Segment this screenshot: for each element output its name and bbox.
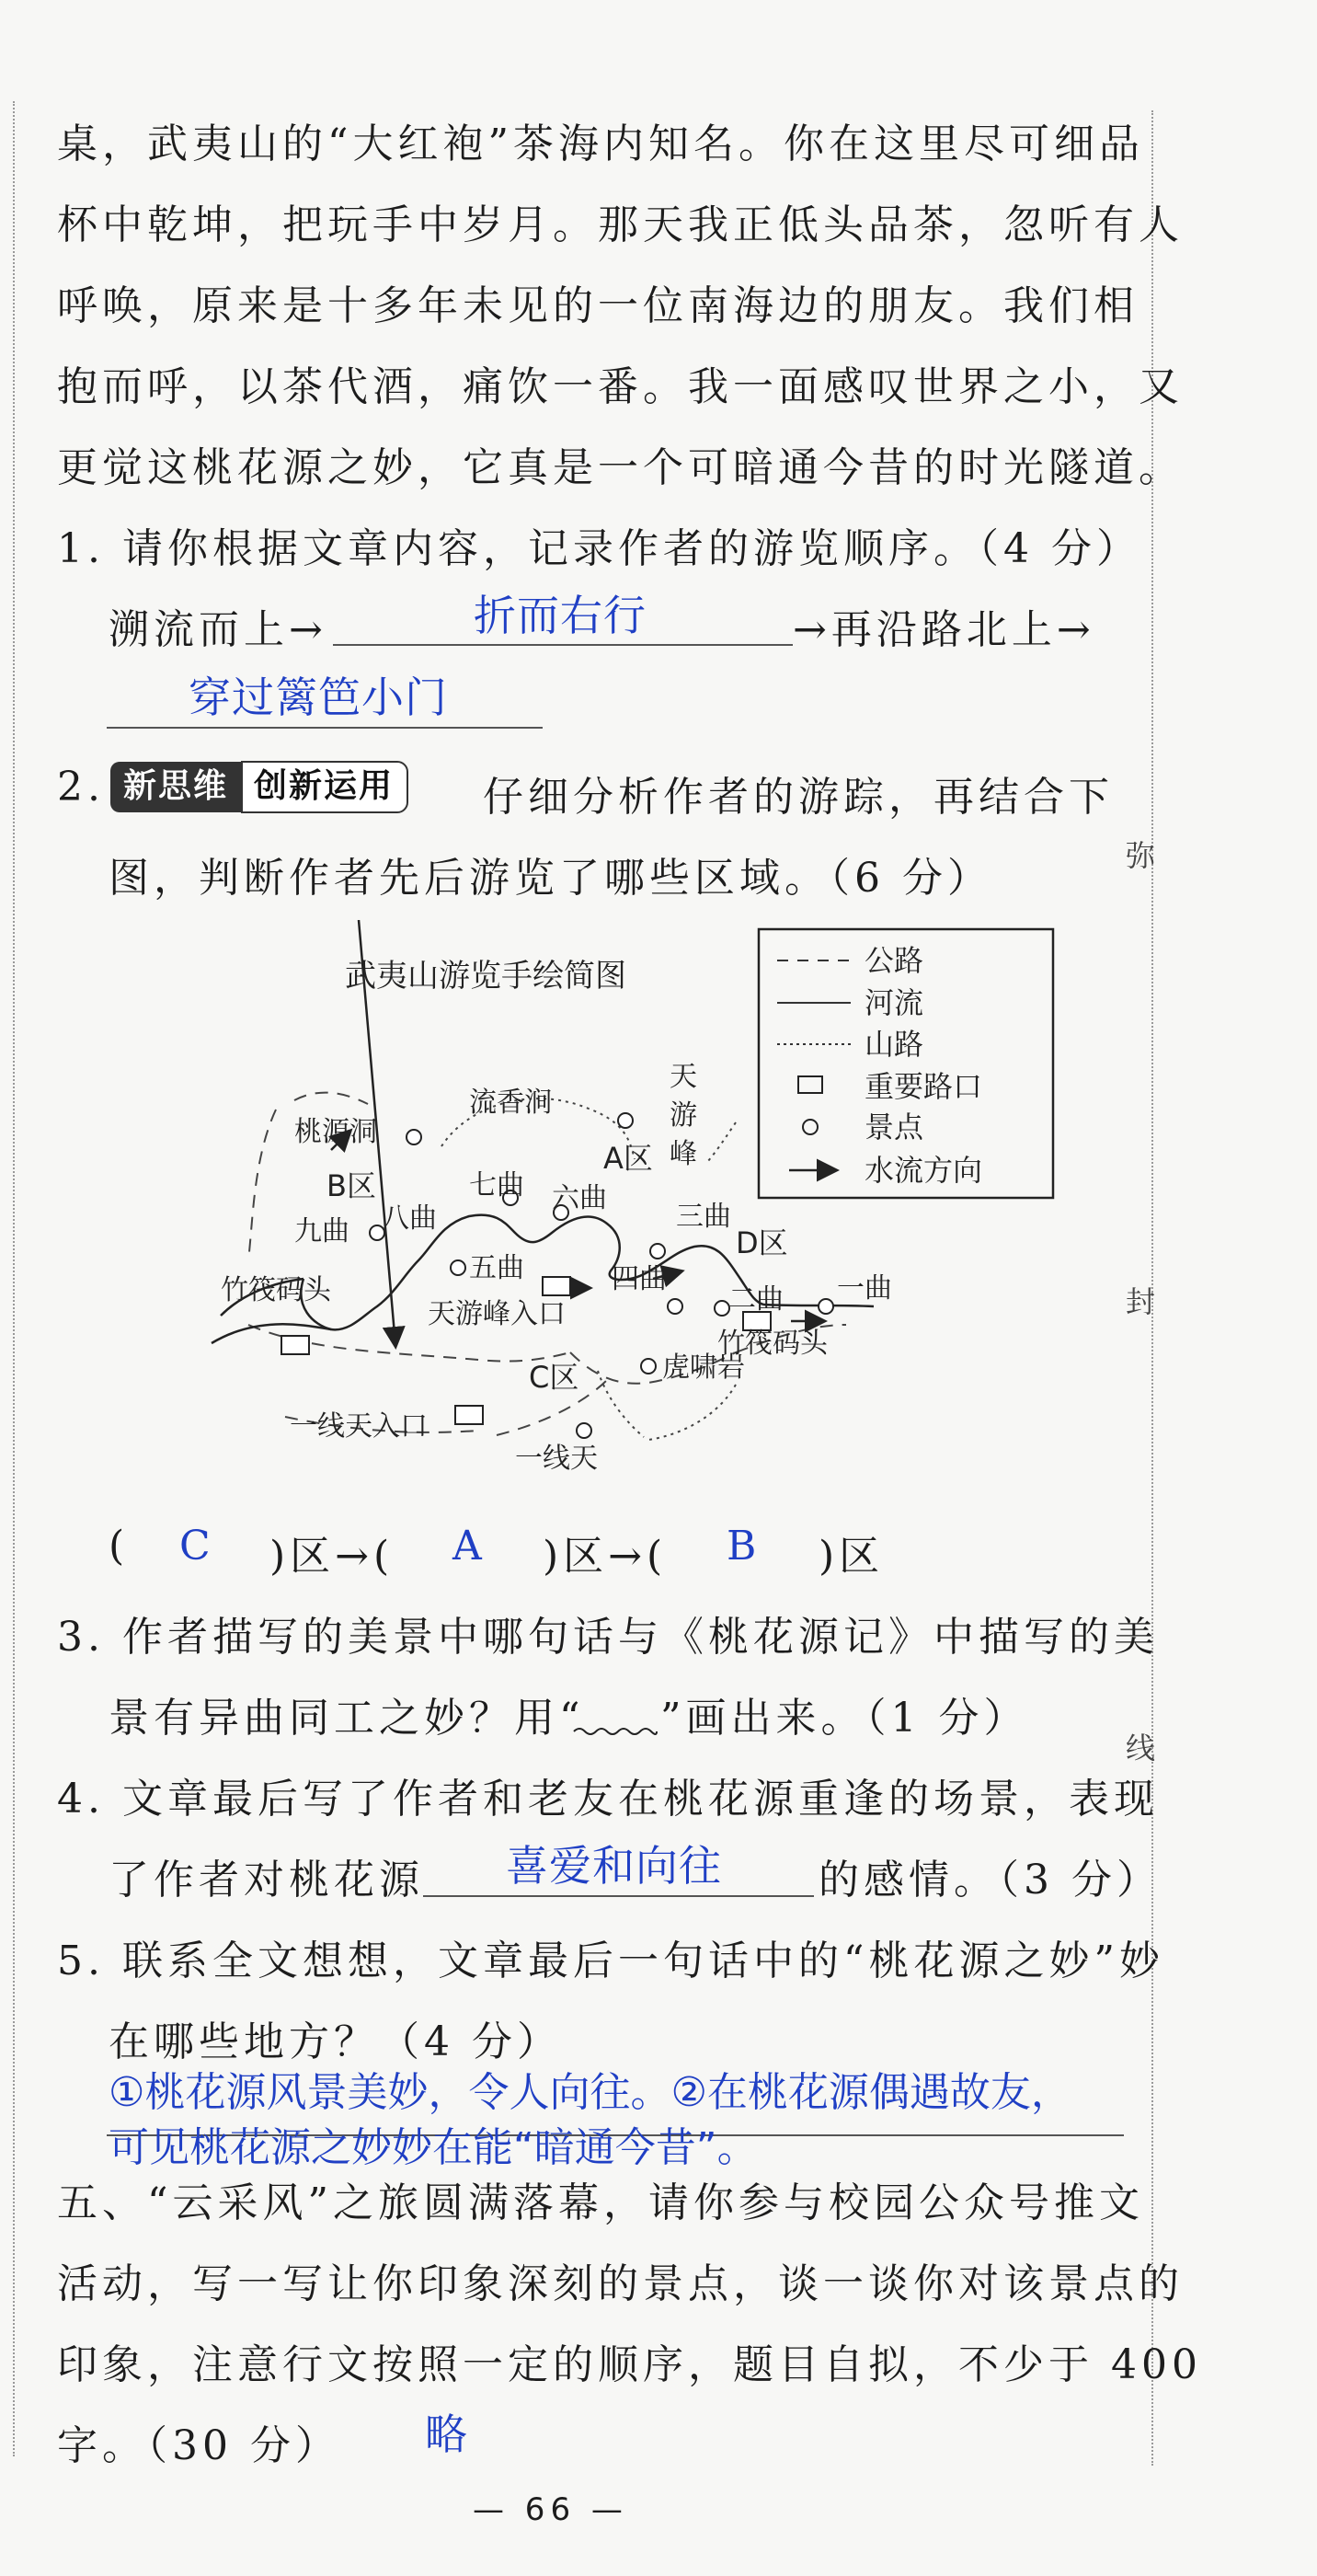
q2-badge [110, 760, 408, 807]
label-erqu: 二曲 [728, 1283, 784, 1316]
label-zhufamatou-left: 竹筏码头 [221, 1274, 331, 1306]
passage-line-4: 抱而呼，以茶代酒，痛饮一番。我一面感叹世界之小，又 [57, 363, 1184, 410]
q2-answer-3: B [727, 1523, 762, 1570]
q4-line-2a: 了作者对桃花源 [109, 1857, 424, 1903]
map-title: 武夷山游览手绘简图 [345, 958, 626, 995]
section5-line-1: 五、“云采风”之旅圆满落幕，请你参与校园公众号推文 [57, 2179, 1144, 2226]
legend-highway: 公路 [865, 943, 924, 978]
q4-blank [423, 1895, 814, 1897]
q3-line-2a: 景有异曲同工之妙？用“ [109, 1695, 585, 1742]
q2-sep-1: )区→( [269, 1533, 395, 1580]
q2-paren-open: ( [109, 1523, 130, 1570]
q5-answer-1: ①桃花源风景美妙，令人向往。②在桃花源偶遇故友， [109, 2069, 1071, 2116]
legend-mountain-road: 山路 [865, 1027, 924, 1062]
legend-scenic: 景点 [865, 1110, 924, 1144]
label-liuqu: 六曲 [552, 1182, 607, 1214]
label-qiqu: 七曲 [469, 1169, 524, 1202]
label-wuqu: 五曲 [469, 1252, 524, 1284]
q2-answer-1: C [179, 1523, 215, 1570]
legend-junction-icon [798, 1076, 822, 1093]
q1-middle: →再沿路北上→ [793, 606, 1095, 653]
wavy-underline-icon [572, 1726, 659, 1737]
label-baqu: 八曲 [382, 1202, 437, 1235]
section5-line-3: 印象，注意行文按照一定的顺序，题目自拟，不少于 400 [57, 2341, 1202, 2388]
wuyishan-map [166, 920, 1076, 1509]
q5-answer-2: 可见桃花源之妙妙在能“暗通今昔”。 [109, 2124, 758, 2171]
label-zone-c: C区 [529, 1360, 579, 1395]
section5-line-4: 字。（30 分） [57, 2422, 340, 2469]
passage-line-5: 更觉这桃花源之妙，它真是一个可暗通今昔的时光隧道。 [57, 444, 1184, 491]
q5-line-1: 5. 联系全文想想，文章最后一句话中的“桃花源之妙”妙 [57, 1938, 1164, 1984]
map-scenic-points [370, 1113, 833, 1438]
label-siqu: 四曲 [612, 1263, 667, 1295]
label-tianyoufeng-1: 天 [670, 1061, 697, 1093]
label-zone-b: B区 [326, 1168, 376, 1203]
legend-flow: 水流方向 [865, 1153, 983, 1188]
label-liuxiangjian: 流香涧 [469, 1087, 552, 1119]
legend-river: 河流 [865, 985, 924, 1020]
label-huxiaoyan: 虎啸岩 [662, 1351, 745, 1384]
page-number: — 66 — [473, 2491, 628, 2528]
label-zhufamatou-right: 竹筏码头 [717, 1328, 828, 1360]
q1-answer-2: 穿过篱笆小门 [189, 673, 448, 722]
q5-line-2: 在哪些地方？（4 分） [109, 2018, 562, 2065]
q3-line-1: 3. 作者描写的美景中哪句话与《桃花源记》中描写的美 [57, 1614, 1159, 1661]
label-jiuqu: 九曲 [294, 1215, 349, 1248]
label-taoyuandong: 桃源洞 [294, 1116, 377, 1148]
label-tianyoufeng-2: 游 [670, 1099, 697, 1132]
q2-stem-1: 仔细分析作者的游踪，再结合下 [483, 774, 1114, 821]
side-mark-mi: 弥 [1126, 838, 1156, 873]
map-labels [221, 1061, 892, 1475]
passage-line-2: 杯中乾坤，把玩手中岁月。那天我正低头品茶，忽听有人 [57, 201, 1184, 248]
label-yiqu: 一曲 [837, 1272, 892, 1305]
q2-answer-2: A [452, 1523, 487, 1570]
section5-line-2: 活动，写一写让你印象深刻的景点，谈一谈你对该景点的 [57, 2260, 1184, 2307]
label-yixiantian: 一线天 [515, 1443, 598, 1475]
q2-sep-2: )区→( [543, 1533, 668, 1580]
section5-answer: 略 [425, 2409, 472, 2459]
q1-prefix: 溯流而上→ [109, 606, 327, 653]
badge-innovation: 创新运用 [241, 761, 408, 813]
side-mark-xian: 线 [1126, 1731, 1156, 1765]
q4-line-1: 4. 文章最后写了作者和老友在桃花源重逢的场景，表现 [57, 1776, 1159, 1823]
legend-scenic-icon [803, 1120, 818, 1134]
map-legend [759, 929, 1053, 1198]
label-zone-a: A区 [603, 1141, 653, 1176]
q4-answer: 喜爱和向往 [506, 1841, 722, 1891]
side-mark-feng: 封 [1126, 1284, 1156, 1319]
label-yixiantianrukou: 一线天入口 [290, 1410, 428, 1443]
q1-stem: 1. 请你根据文章内容，记录作者的游览顺序。（4 分） [57, 525, 1141, 572]
q1-blank-2 [107, 727, 543, 729]
q3-line-2b: ”画出来。（1 分） [660, 1695, 1029, 1742]
legend-junction: 重要路口 [865, 1069, 983, 1104]
left-margin-line [13, 101, 15, 2456]
q2-end: )区 [819, 1533, 885, 1580]
label-zone-d: D区 [736, 1225, 788, 1260]
q1-blank-1 [333, 644, 793, 646]
passage-line-1: 桌，武夷山的“大红袍”茶海内知名。你在这里尽可细品 [57, 121, 1144, 167]
badge-new-thinking: 新思维 [110, 762, 241, 812]
label-sanqu: 三曲 [676, 1201, 731, 1233]
q1-answer-1: 折而右行 [474, 591, 647, 640]
label-tianyoufengrukou: 天游峰入口 [428, 1298, 566, 1330]
q4-line-2b: 的感情。（3 分） [819, 1857, 1162, 1903]
passage-line-3: 呼唤，原来是十多年未见的一位南海边的朋友。我们相 [57, 282, 1139, 329]
q2-stem-2: 图，判断作者先后游览了哪些区域。（6 分） [109, 855, 992, 902]
label-tianyoufeng-3: 峰 [670, 1138, 697, 1170]
q2-number: 2. [57, 764, 105, 811]
